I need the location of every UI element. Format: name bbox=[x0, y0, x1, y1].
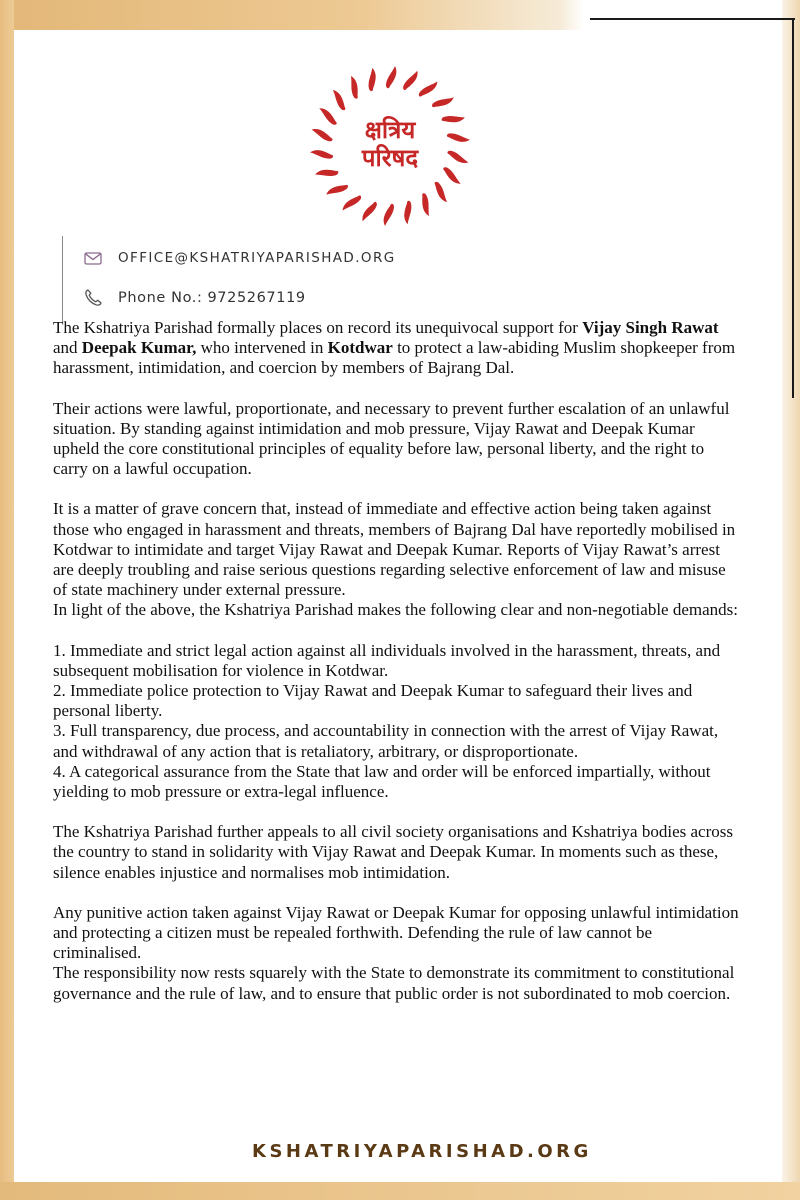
sun-ray bbox=[441, 109, 466, 128]
sun-ray bbox=[418, 77, 439, 101]
sun-ray bbox=[440, 166, 465, 185]
sun-ray bbox=[310, 128, 334, 141]
logo-text-line1: क्षत्रिय bbox=[364, 116, 416, 144]
name-vijay-singh-rawat: Vijay Singh Rawat bbox=[582, 318, 719, 337]
sun-ray bbox=[429, 181, 453, 203]
footer-website[interactable]: KSHATRIYAPARISHAD.ORG bbox=[252, 1141, 592, 1162]
demand-item: 3. Full transparency, due process, and accountability in connection with the arrest of Vijay Rawat, and withdrawal of any action that is retaliatory, arbitrary, or disproportionate. bbox=[53, 721, 719, 761]
sun-ray bbox=[315, 164, 340, 183]
sun-ray bbox=[327, 89, 351, 111]
paragraph-support: The Kshatriya Parishad formally places on record its unequivocal support for Vijay Singh Rawat and Deepak Kumar, who intervened in Kotdwar to protect a law-abiding Muslim shopkeeper from harassment, intimidation, and coercion by members of Bajrang Dal. bbox=[53, 318, 736, 378]
demand-item: 4. A categorical assurance from the State that law and order will be enforced impartially, without yielding to mob pressure or extra-legal influence. bbox=[53, 761, 711, 802]
frame-left bbox=[0, 0, 14, 1200]
frame-bottom bbox=[0, 1182, 800, 1200]
corner-rule-vertical bbox=[792, 18, 794, 398]
sun-ray bbox=[416, 192, 437, 216]
mail-icon bbox=[82, 247, 104, 269]
sun-ray bbox=[431, 91, 455, 113]
paragraph-solidarity-appeal: The Kshatriya Parishad further appeals to all civil society organisations and Kshatriya bodies across the country to stand in solidarity with Vijay Rawat and Deepak Kumar. In moments such as these, silence enables injustice and normalises mob intimidation. bbox=[53, 822, 733, 882]
frame-right bbox=[782, 0, 800, 1200]
sun-ray bbox=[386, 66, 396, 88]
place-kotdwar: Kotdwar bbox=[327, 338, 393, 358]
sun-ray bbox=[446, 150, 470, 163]
phone-label: Phone No.: bbox=[118, 290, 203, 306]
sun-ray bbox=[325, 179, 349, 201]
sun-ray bbox=[384, 204, 394, 226]
phone-number[interactable]: 9725267119 bbox=[207, 290, 306, 306]
sun-ray bbox=[364, 67, 380, 91]
logo-text-line2: परिषद bbox=[361, 144, 419, 172]
sun-ray bbox=[400, 200, 416, 224]
corner-rule-horizontal bbox=[590, 18, 795, 20]
frame-top bbox=[0, 0, 800, 30]
paragraph-demands-intro: In light of the above, the Kshatriya Parishad makes the following clear and non-negotiable demands: bbox=[53, 600, 738, 620]
demand-item: 2. Immediate police protection to Vijay Rawat and Deepak Kumar to safeguard their lives and personal liberty. bbox=[53, 681, 693, 721]
paragraph-responsibility: The responsibility now rests squarely with the State to demonstrate its commitment to constitutional governance and the rule of law, and to ensure that public order is not subordinated to mob coercion. bbox=[53, 963, 735, 1003]
paragraph-grave-concern: It is a matter of grave concern that, instead of immediate and effective action being taken against those who engaged in harassment and threats, members of Bajrang Dal have reportedly mobilised in Kotdwar to intimidate and target Vijay Rawat and Deepak Kumar. Reports of Vijay Rawat’s arrest are deeply troubling and raise serious questions regarding selective enforcement of law and misuse of state machinery under external pressure. bbox=[53, 499, 736, 600]
sun-ray bbox=[316, 107, 341, 126]
contact-email-row bbox=[82, 247, 396, 269]
sun-ray bbox=[402, 68, 418, 92]
sun-ray bbox=[361, 200, 377, 224]
sun-ray bbox=[343, 75, 364, 99]
phone-icon bbox=[82, 287, 104, 309]
paragraph-repeal: Any punitive action taken against Vijay Rawat or Deepak Kumar for opposing unlawful intimidation and protecting a citizen must be repealed forthwith. Defending the rule of law cannot be criminalised. bbox=[53, 902, 739, 963]
kshatriya-parishad-logo bbox=[310, 66, 470, 226]
sun-ray bbox=[341, 191, 362, 215]
sun-ray bbox=[447, 131, 470, 144]
name-deepak-kumar: Deepak Kumar, bbox=[81, 338, 197, 358]
letter-body bbox=[53, 318, 743, 1004]
sun-ray bbox=[310, 148, 333, 161]
email-address[interactable]: OFFICE@KSHATRIYAPARISHAD.ORG bbox=[118, 250, 396, 266]
contact-divider bbox=[62, 236, 63, 322]
contact-phone-row bbox=[82, 287, 306, 309]
paragraph-actions-lawful: Their actions were lawful, proportionate, and necessary to prevent further escalation of an unlawful situation. By standing against intimidation and mob pressure, Vijay Rawat and Deepak Kumar upheld the core constitutional principles of equality before law, personal liberty, and the right to carry on a lawful occupation. bbox=[53, 398, 730, 479]
demand-item: 1. Immediate and strict legal action against all individuals involved in the harassment, threats, and subsequent mobilisation for violence in Kotdwar. bbox=[53, 640, 721, 680]
